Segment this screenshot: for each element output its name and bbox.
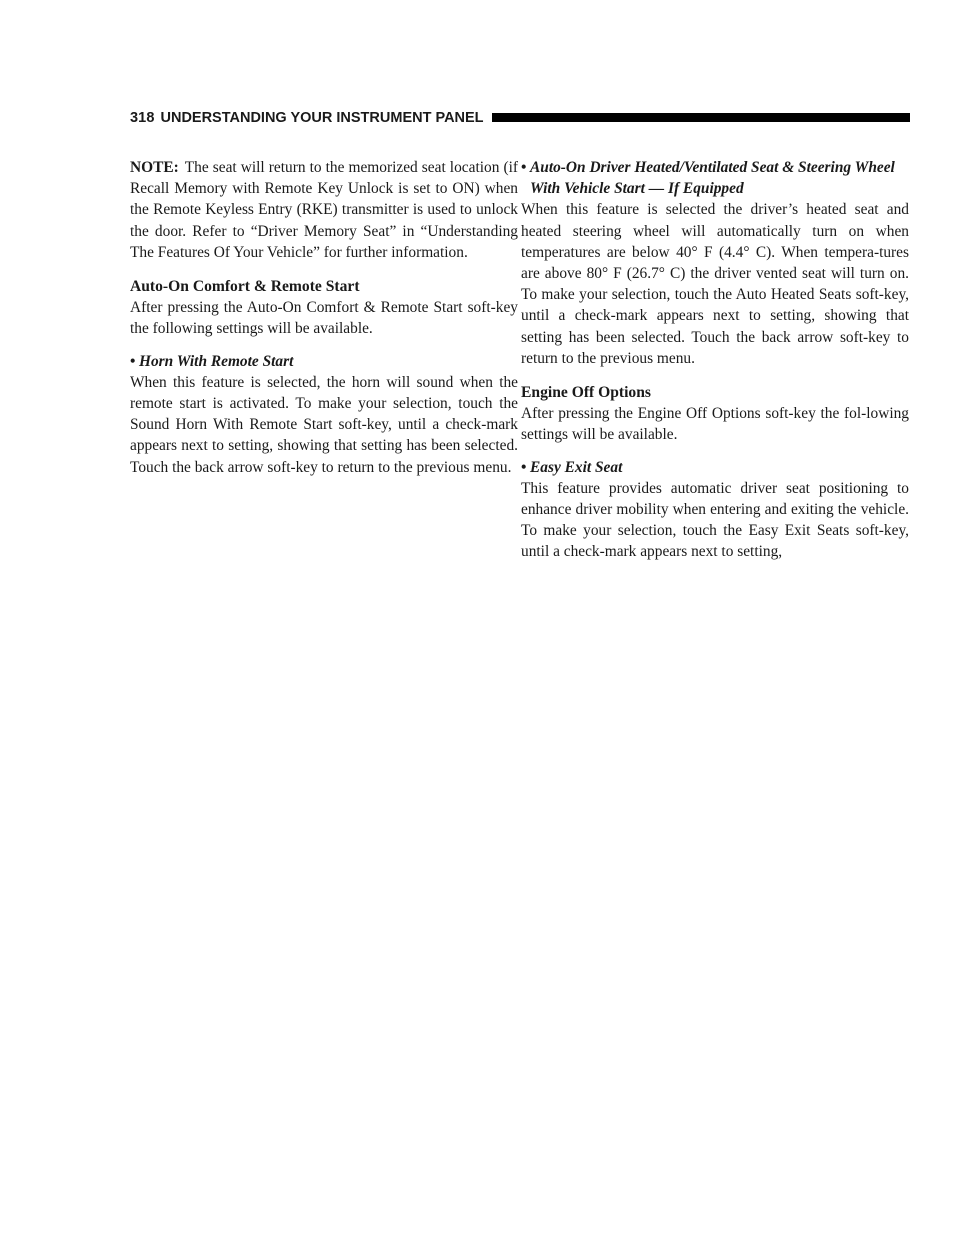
page-number: 318 (130, 110, 155, 126)
bullet-dot: • (521, 458, 527, 476)
heading-auto-on-comfort: Auto-On Comfort & Remote Start (130, 278, 360, 296)
easy-exit-seat-text: This feature provides automatic driver seat positioning to enhance driver mobility when entering and exiting the vehicle. To make your selection, touch the Easy Exit Seats soft-key, until a check-mark appears next to setting, (521, 479, 909, 561)
horn-remote-start-text: When this feature is selected, the horn will sound when the remote start is activated. To make your selection, touch the Sound Horn With Remote Start soft-key, until a check-mark appears next to setting, showing that setting has been selected. Touch the back arrow soft-key to return to the previous menu. (130, 373, 518, 476)
bullet-title: Easy Exit Seat (530, 458, 623, 476)
header-rule (492, 113, 910, 122)
left-column (130, 157, 518, 478)
note-paragraph (130, 157, 518, 263)
bullet-dot: • (130, 352, 136, 370)
section-title: UNDERSTANDING YOUR INSTRUMENT PANEL (160, 110, 484, 126)
heading-engine-off-options: Engine Off Options (521, 384, 651, 402)
note-text: The seat will return to the memorized seat location (if Recall Memory with Remote Key Unlock is set to ON) when the Remote Keyless Entry (RKE) transmitter is used to unlock the door. Refer to “Driver Memory Seat” in “Understanding The Features Of Your Vehicle” for further information. (130, 159, 518, 261)
bullet-horn-remote-start (130, 351, 518, 372)
auto-on-heated-seat-text: When this feature is selected the driver’s heated seat and heated steering wheel will automatically turn on when temperatures are below 40° F (4.4° C). When tempera-tures are above 80° F (26.7° C) the driver vented seat will turn on. To make your selection, touch the Auto Heated Seats soft-key, until a check-mark appears next to setting, showing that setting has been selected. Touch the back arrow soft-key to return to the previous menu. (521, 201, 909, 367)
auto-on-intro: After pressing the Auto-On Comfort & Remote Start soft-key the following settings will be available. (130, 299, 518, 338)
right-column (521, 157, 909, 563)
bullet-auto-on-heated-seat (521, 157, 909, 199)
bullet-title: Auto-On Driver Heated/Ventilated Seat & Steering Wheel With Vehicle Start — If Equipped (530, 159, 895, 198)
bullet-dot: • (521, 159, 527, 176)
bullet-easy-exit-seat (521, 457, 909, 478)
engine-off-intro: After pressing the Engine Off Options soft-key the fol-lowing settings will be available. (521, 405, 909, 444)
page-header (130, 108, 910, 128)
bullet-title: Horn With Remote Start (139, 352, 294, 370)
note-label: NOTE: (130, 159, 179, 176)
